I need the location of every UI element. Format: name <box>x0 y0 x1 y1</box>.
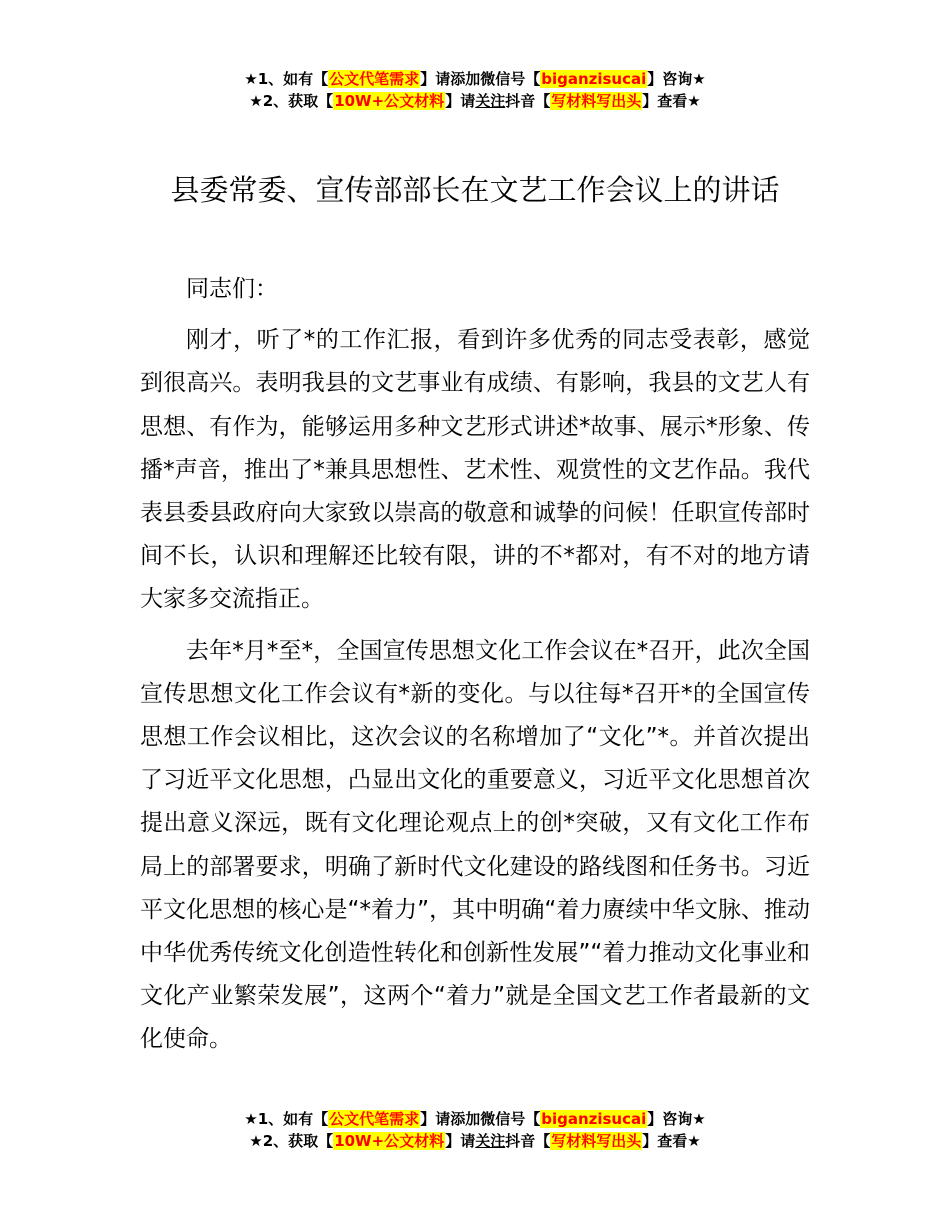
paragraph-2: 去年*月*至*，全国宣传思想文化工作会议在*召开，此次全国宣传思想文化工作会议有*新的变化。与以往每*召开*的全国宣传思想工作会议相比，这次会议的名称增加了“文化”*。并首次提出了习近平文化思想，凸显出文化的重要意义，习近平文化思想首次提出意义深远，既有文化理论观点上的创*突破，又有文化工作布局上的部署要求，明确了新时代文化建设的路线图和任务书。习近平文化思想的核心是“*着力”，其中明确“着力赓续中华文脉、推动中华优秀传统文化创造性转化和创新性发展”“着力推动文化事业和文化产业繁荣发展”，这两个“着力”就是全国文艺工作者最新的文化使命。 <box>140 637 810 1053</box>
banner-highlight: 公文代笔需求 <box>329 70 420 88</box>
banner-douyin-id: 写材料写出头 <box>551 1132 642 1150</box>
banner-underlined-text: 关注 <box>475 1132 506 1150</box>
document-title: 县委常委、宣传部部长在文艺工作会议上的讲话 <box>170 173 780 207</box>
banner-highlight: 公文代笔需求 <box>329 1110 420 1128</box>
banner-line-2: ★2、获取【10W+公文材料】请关注抖音【写材料写出头】查看★ <box>249 1132 701 1150</box>
footer-banner <box>0 1108 950 1152</box>
banner-line-1: ★1、如有【公文代笔需求】请添加微信号【biganzisucai】咨询★ <box>244 1110 706 1128</box>
banner-wechat-id: biganzisucai <box>541 70 647 88</box>
banner-line-1: ★1、如有【公文代笔需求】请添加微信号【biganzisucai】咨询★ <box>244 70 706 88</box>
document-body <box>140 268 810 1070</box>
banner-underlined-text: 关注 <box>475 92 506 110</box>
header-banner <box>0 68 950 112</box>
banner-wechat-id: biganzisucai <box>541 1110 647 1128</box>
banner-highlight: 10W+公文材料 <box>334 1132 445 1150</box>
salutation: 同志们： <box>186 276 278 302</box>
banner-highlight: 10W+公文材料 <box>334 92 445 110</box>
banner-douyin-id: 写材料写出头 <box>551 92 642 110</box>
paragraph-1: 刚才，听了*的工作汇报，看到许多优秀的同志受表彰，感觉到很高兴。表明我县的文艺事业有成绩、有影响，我县的文艺人有思想、有作为，能够运用多种文艺形式讲述*故事、展示*形象、传播*声音，推出了*兼具思想性、艺术性、观赏性的文艺作品。我代表县委县政府向大家致以崇高的敬意和诚挚的问候！任职宣传部时间不长，认识和理解还比较有限，讲的不*都对，有不对的地方请大家多交流指正。 <box>140 327 810 613</box>
banner-line-2: ★2、获取【10W+公文材料】请关注抖音【写材料写出头】查看★ <box>249 92 701 110</box>
